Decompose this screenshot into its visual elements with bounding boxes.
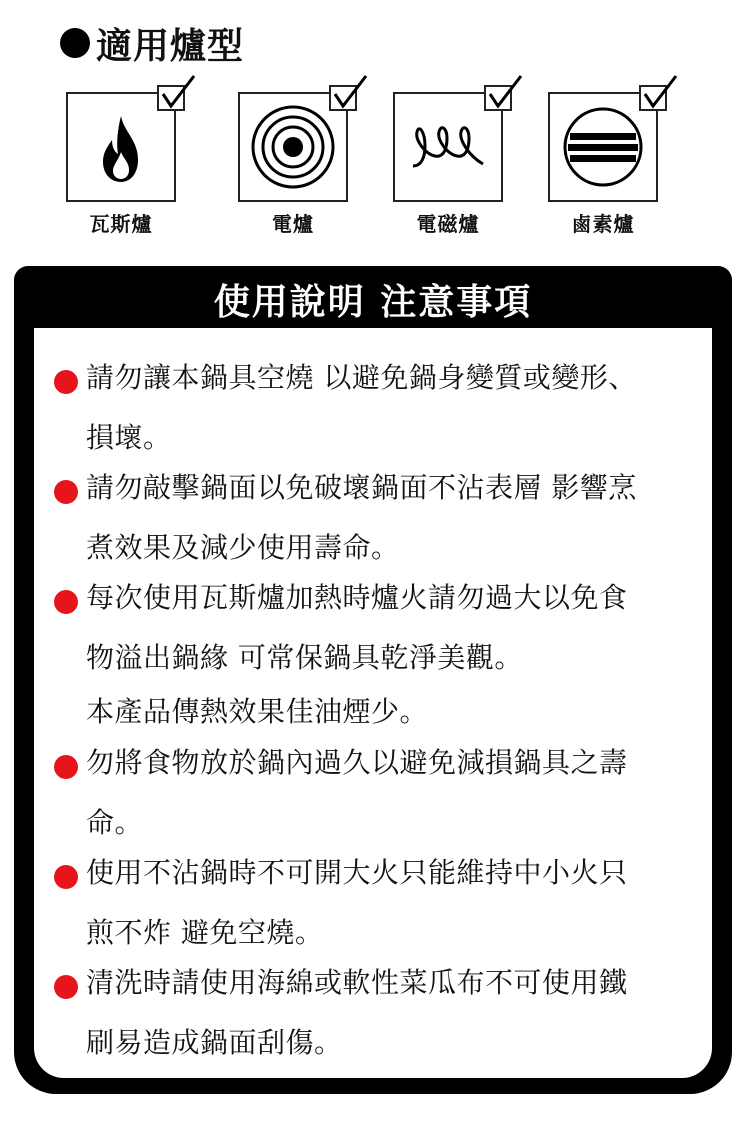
section-header	[60, 18, 244, 68]
check-icon	[324, 72, 394, 116]
check-icon	[152, 72, 222, 116]
red-bullet-icon	[54, 865, 78, 889]
red-bullet-icon	[54, 975, 78, 999]
note-line: 損壞。	[86, 421, 172, 454]
note-line: 每次使用瓦斯爐加熱時爐火請勿過大以免食	[86, 581, 628, 614]
red-bullet-icon	[54, 480, 78, 504]
note-line: 本產品傳熱效果佳油煙少。	[86, 695, 429, 728]
header-title: 適用爐型	[96, 25, 245, 67]
check-icon	[479, 72, 549, 116]
stove-label-halogen: 鹵素爐	[571, 212, 635, 236]
red-bullet-icon	[54, 590, 78, 614]
notes-panel	[14, 266, 732, 1094]
note-line: 勿將食物放於鍋內過久以避免減損鍋具之壽	[86, 746, 628, 779]
stove-label-induction: 電磁爐	[416, 212, 480, 236]
stove-label-electric: 電爐	[272, 212, 314, 236]
note-line: 煮效果及減少使用壽命。	[86, 531, 400, 564]
note-line: 清洗時請使用海綿或軟性菜瓜布不可使用鐵	[86, 966, 628, 999]
note-line: 物溢出鍋緣 可常保鍋具乾淨美觀。	[86, 641, 523, 674]
notes-title: 使用說明 注意事項	[213, 282, 533, 323]
note-line: 請勿讓本鍋具空燒 以避免鍋身變質或變形、	[86, 361, 637, 394]
red-bullet-icon	[54, 370, 78, 394]
note-line: 請勿敲擊鍋面以免破壞鍋面不沾表層 影響烹	[86, 471, 637, 504]
note-line: 刷易造成鍋面刮傷。	[86, 1026, 343, 1059]
header-bullet-dot	[60, 28, 90, 58]
note-line: 使用不沾鍋時不可開大火只能維持中小火只	[86, 856, 628, 889]
note-line: 命。	[86, 806, 144, 839]
check-icon	[634, 72, 704, 116]
note-line: 煎不炸 避免空燒。	[86, 916, 324, 949]
stove-label-gas: 瓦斯爐	[89, 212, 153, 236]
red-bullet-icon	[54, 755, 78, 779]
notes-list	[34, 328, 712, 1078]
